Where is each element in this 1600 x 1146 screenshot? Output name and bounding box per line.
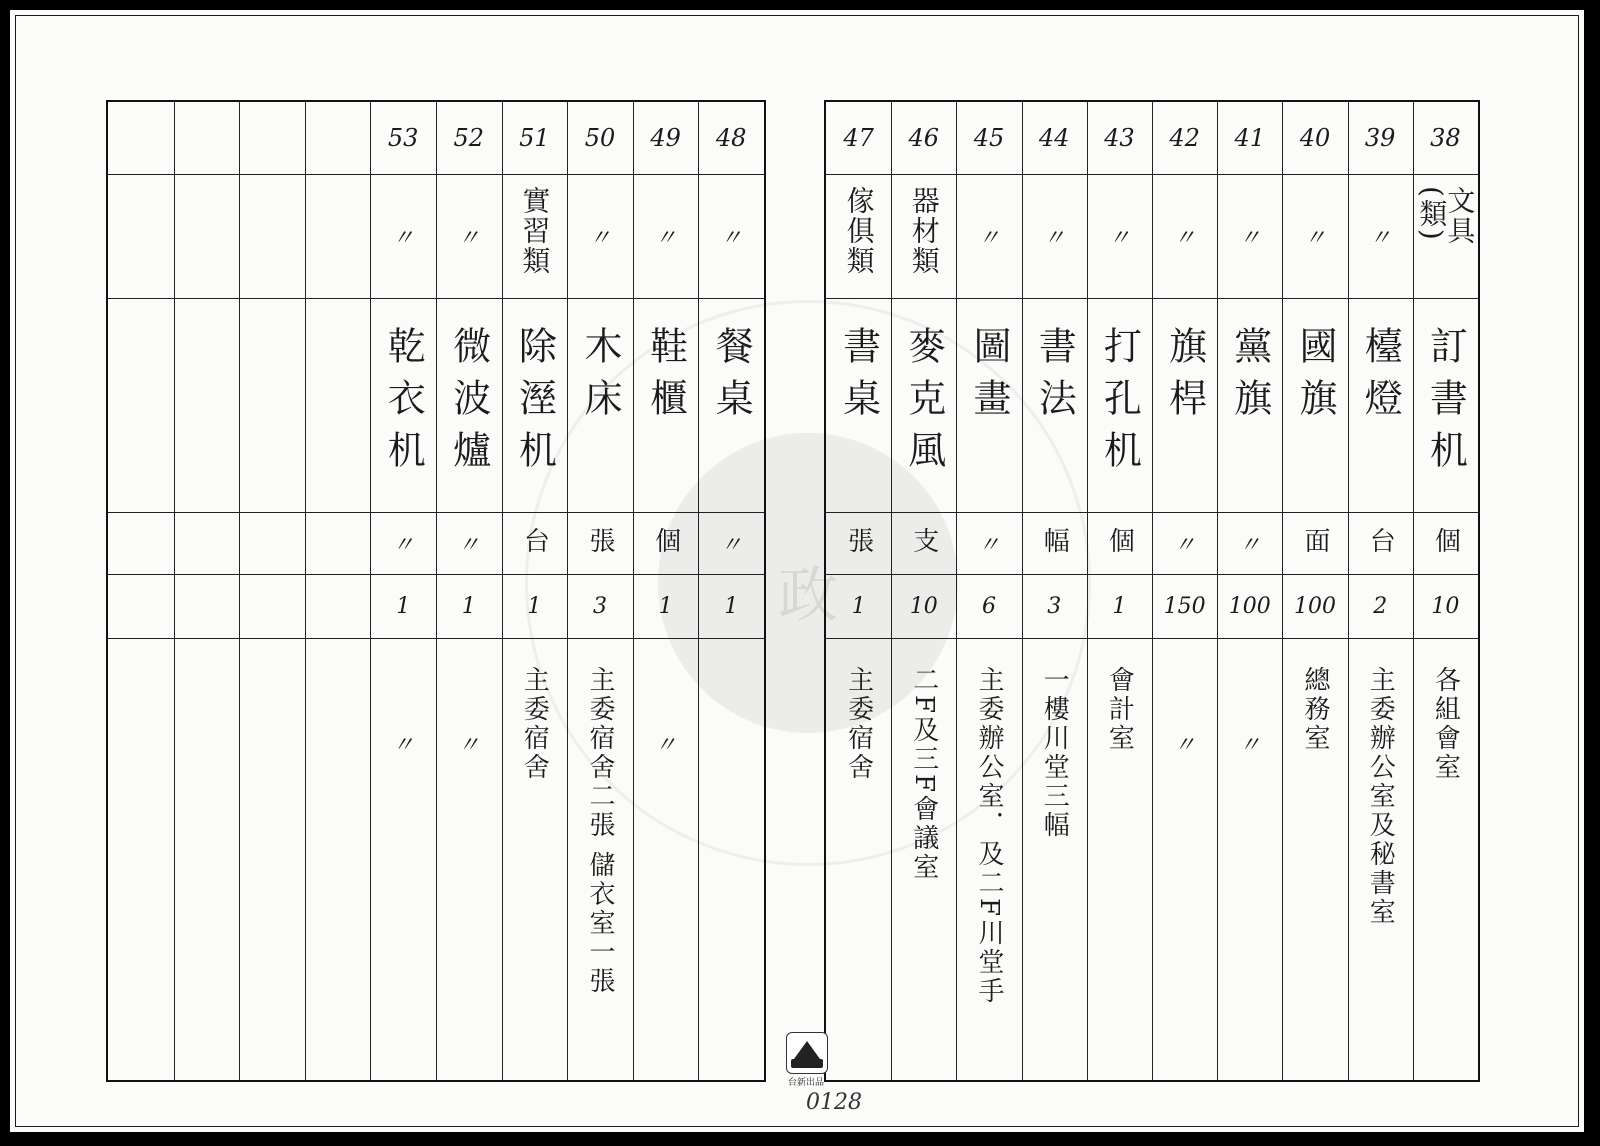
item-number: 38 — [1430, 124, 1461, 152]
cell-category — [1348, 174, 1413, 299]
item-remark: 主委宿舍二張 儲衣室一張 — [584, 666, 615, 997]
cell-category — [1217, 174, 1282, 299]
cell-name — [1022, 298, 1087, 513]
cell-qty — [370, 574, 436, 639]
cell-remark — [1348, 638, 1413, 1080]
cell-name — [239, 298, 305, 513]
ditto-mark: 〃 — [977, 225, 1000, 251]
item-number: 43 — [1104, 124, 1135, 152]
ditto-mark: 〃 — [1238, 532, 1261, 558]
item-quantity: 6 — [981, 593, 996, 619]
item-name: 乾衣机 — [381, 326, 426, 482]
cell-name — [502, 298, 568, 513]
cell-qty — [698, 574, 764, 639]
cell-name — [1348, 298, 1413, 513]
ditto-mark: 〃 — [1173, 532, 1196, 558]
ditto-mark: 〃 — [457, 733, 480, 758]
item-name: 黨旗 — [1227, 326, 1272, 430]
item-name: 微波爐 — [446, 326, 491, 482]
ledger-column-51 — [502, 102, 569, 1080]
ledger-column-48 — [698, 102, 764, 1080]
cell-category — [108, 174, 174, 299]
item-name: 麥克風 — [901, 326, 946, 482]
cell-unit — [1152, 512, 1217, 575]
item-quantity: 1 — [527, 593, 542, 619]
cell-name — [633, 298, 699, 513]
cell-name — [826, 298, 891, 513]
cell-name — [1282, 298, 1347, 513]
cell-category — [826, 174, 891, 299]
cell-unit — [826, 512, 891, 575]
cell-category — [436, 174, 502, 299]
item-name: 餐桌 — [709, 326, 754, 430]
item-remark: 各組會室 — [1430, 666, 1461, 782]
cell-category — [567, 174, 633, 299]
item-name: 檯燈 — [1358, 326, 1403, 430]
ditto-mark: 〃 — [977, 532, 1000, 558]
cell-no — [1022, 102, 1087, 175]
ditto-mark: 〃 — [457, 225, 480, 251]
cell-remark — [370, 638, 436, 1080]
ditto-mark: 〃 — [654, 733, 677, 758]
cell-unit — [1348, 512, 1413, 575]
cell-unit — [370, 512, 436, 575]
ledger-column-41 — [1217, 102, 1283, 1080]
item-quantity: 10 — [1431, 593, 1460, 619]
ledger-column-38 — [1413, 102, 1478, 1080]
ditto-mark: 〃 — [457, 532, 480, 558]
item-number: 45 — [973, 124, 1005, 152]
item-category: 傢俱類 — [842, 186, 876, 276]
ledger-column-52 — [436, 102, 503, 1080]
ditto-mark: 〃 — [720, 532, 743, 558]
item-remark: 會計室 — [1104, 666, 1135, 753]
cell-remark — [1152, 638, 1217, 1080]
cell-no — [891, 102, 956, 175]
cell-unit — [174, 512, 240, 575]
item-remark: 總務室 — [1299, 666, 1330, 753]
cell-category — [891, 174, 956, 299]
item-name: 書桌 — [836, 326, 881, 430]
cell-remark — [956, 638, 1021, 1080]
cell-category — [633, 174, 699, 299]
ditto-mark: 〃 — [392, 225, 415, 251]
cell-qty — [1217, 574, 1282, 639]
ditto-mark: 〃 — [1108, 225, 1131, 251]
cell-unit — [1217, 512, 1282, 575]
ledger-column-46 — [891, 102, 957, 1080]
item-unit: 台 — [1365, 527, 1396, 559]
watermark-text: 政 — [778, 561, 838, 631]
ledger-column-39 — [1348, 102, 1414, 1080]
item-number: 51 — [519, 124, 550, 152]
cell-qty — [1022, 574, 1087, 639]
item-quantity: 100 — [1228, 593, 1271, 619]
cell-category — [1413, 174, 1478, 299]
item-remark: 主委宿舍 — [843, 666, 874, 782]
item-name: 國旗 — [1292, 326, 1337, 430]
item-unit: 支 — [908, 527, 939, 559]
cell-remark — [174, 638, 240, 1080]
ditto-mark: 〃 — [1238, 733, 1261, 758]
cell-no — [436, 102, 502, 175]
cell-category — [502, 174, 568, 299]
cell-no — [1152, 102, 1217, 175]
item-category: 文具(類) — [1415, 186, 1477, 246]
cell-category — [1152, 174, 1217, 299]
ledger-column-49 — [633, 102, 700, 1080]
cell-category — [956, 174, 1021, 299]
cell-unit — [239, 512, 305, 575]
cell-qty — [1282, 574, 1347, 639]
cell-no — [1413, 102, 1478, 175]
item-remark: 主委辦公室及秘書室 — [1365, 666, 1396, 927]
item-category: 實習類 — [518, 186, 552, 276]
cell-name — [1217, 298, 1282, 513]
cell-name — [1413, 298, 1478, 513]
ditto-mark: 〃 — [1173, 733, 1196, 758]
cell-no — [239, 102, 305, 175]
item-unit: 面 — [1299, 527, 1330, 559]
logo-band — [791, 1059, 823, 1068]
cell-remark — [567, 638, 633, 1080]
item-category: 器材類 — [907, 186, 941, 276]
item-number: 40 — [1299, 124, 1331, 152]
cell-category — [239, 174, 305, 299]
cell-remark — [1282, 638, 1347, 1080]
cell-category — [1282, 174, 1347, 299]
cell-remark — [826, 638, 891, 1080]
cell-unit — [436, 512, 502, 575]
logo-caption: 台新出品 — [787, 1078, 824, 1088]
cell-qty — [826, 574, 891, 639]
item-remark: 一樓川堂三幅 — [1039, 666, 1070, 840]
cell-qty — [305, 574, 371, 639]
cell-no — [633, 102, 699, 175]
item-unit: 幅 — [1039, 527, 1070, 559]
cell-unit — [956, 512, 1021, 575]
cell-name — [108, 298, 174, 513]
ditto-mark: 〃 — [588, 225, 611, 251]
cell-no — [305, 102, 371, 175]
item-quantity: 100 — [1293, 593, 1336, 619]
cell-unit — [567, 512, 633, 575]
scanned-page — [10, 10, 1584, 1132]
cell-remark — [1022, 638, 1087, 1080]
ledger-column-blank — [174, 102, 241, 1080]
cell-category — [174, 174, 240, 299]
cell-remark — [1087, 638, 1152, 1080]
cell-name — [698, 298, 764, 513]
ledger-column-40 — [1282, 102, 1348, 1080]
cell-no — [1348, 102, 1413, 175]
ledger-column-blank — [108, 102, 175, 1080]
ledger-column-50 — [567, 102, 634, 1080]
cell-name — [1087, 298, 1152, 513]
item-quantity: 1 — [724, 593, 739, 619]
ditto-mark: 〃 — [720, 225, 743, 251]
cell-name — [891, 298, 956, 513]
cell-remark — [305, 638, 371, 1080]
cell-unit — [502, 512, 568, 575]
cell-no — [108, 102, 174, 175]
cell-category — [370, 174, 436, 299]
cell-unit — [305, 512, 371, 575]
cell-unit — [698, 512, 764, 575]
ledger-column-44 — [1022, 102, 1088, 1080]
ledger-column-53 — [370, 102, 437, 1080]
cell-no — [826, 102, 891, 175]
ledger-column-45 — [956, 102, 1022, 1080]
item-number: 53 — [387, 124, 419, 152]
ditto-mark: 〃 — [1173, 225, 1196, 251]
cell-unit — [1087, 512, 1152, 575]
item-name: 除溼机 — [512, 326, 557, 482]
item-quantity: 1 — [396, 593, 411, 619]
cell-qty — [108, 574, 174, 639]
ledger-column-blank — [305, 102, 372, 1080]
mountain-icon — [794, 1041, 820, 1059]
cell-category — [698, 174, 764, 299]
ledger-column-42 — [1152, 102, 1218, 1080]
item-name: 書法 — [1032, 326, 1077, 430]
ditto-mark: 〃 — [654, 225, 677, 251]
item-number: 52 — [453, 124, 485, 152]
cell-qty — [633, 574, 699, 639]
cell-remark — [698, 638, 764, 1080]
item-unit: 個 — [1104, 527, 1135, 559]
cell-remark — [436, 638, 502, 1080]
cell-unit — [1282, 512, 1347, 575]
item-number: 46 — [908, 124, 940, 152]
cell-name — [174, 298, 240, 513]
cell-unit — [108, 512, 174, 575]
ditto-mark: 〃 — [1303, 225, 1326, 251]
cell-category — [305, 174, 371, 299]
item-remark: 主委辦公室．及二F川堂手 — [973, 666, 1004, 1007]
cell-name — [567, 298, 633, 513]
ditto-mark: 〃 — [1369, 225, 1392, 251]
item-remark: 二F及三F會議室 — [908, 666, 939, 883]
cell-qty — [436, 574, 502, 639]
cell-no — [567, 102, 633, 175]
item-number: 41 — [1234, 124, 1266, 152]
cell-no — [1282, 102, 1347, 175]
item-name: 旗桿 — [1162, 326, 1207, 430]
item-number: 44 — [1038, 124, 1070, 152]
ledger-column-blank — [239, 102, 306, 1080]
cell-remark — [633, 638, 699, 1080]
item-remark: 主委宿舍 — [519, 666, 550, 782]
cell-no — [1087, 102, 1152, 175]
cell-qty — [502, 574, 568, 639]
item-quantity: 3 — [1047, 593, 1062, 619]
cell-qty — [1087, 574, 1152, 639]
cell-remark — [239, 638, 305, 1080]
item-number: 47 — [843, 124, 874, 152]
cell-no — [502, 102, 568, 175]
item-name: 打孔机 — [1097, 326, 1142, 482]
cell-no — [370, 102, 436, 175]
cell-remark — [1413, 638, 1478, 1080]
left-ledger-table — [106, 100, 766, 1082]
cell-qty — [174, 574, 240, 639]
cell-qty — [1348, 574, 1413, 639]
item-quantity: 1 — [658, 593, 673, 619]
cell-no — [698, 102, 764, 175]
item-unit: 個 — [1430, 527, 1461, 559]
cell-name — [305, 298, 371, 513]
cell-no — [174, 102, 240, 175]
item-number: 42 — [1169, 124, 1200, 152]
cell-remark — [1217, 638, 1282, 1080]
ditto-mark: 〃 — [1043, 225, 1066, 251]
right-ledger-table — [824, 100, 1480, 1082]
ditto-mark: 〃 — [392, 733, 415, 758]
item-quantity: 150 — [1163, 593, 1206, 619]
cell-category — [1087, 174, 1152, 299]
item-number: 48 — [715, 124, 747, 152]
item-quantity: 2 — [1373, 593, 1388, 619]
cell-category — [1022, 174, 1087, 299]
ditto-mark: 〃 — [392, 532, 415, 558]
cell-qty — [567, 574, 633, 639]
cell-no — [1217, 102, 1282, 175]
item-number: 39 — [1364, 124, 1396, 152]
item-quantity: 3 — [592, 593, 607, 619]
cell-name — [370, 298, 436, 513]
cell-remark — [502, 638, 568, 1080]
publisher-logo — [786, 1032, 828, 1074]
cell-remark — [108, 638, 174, 1080]
item-name: 訂書机 — [1423, 326, 1468, 482]
item-unit: 個 — [650, 527, 681, 559]
cell-name — [1152, 298, 1217, 513]
ledger-column-43 — [1087, 102, 1153, 1080]
item-quantity: 10 — [909, 593, 938, 619]
cell-qty — [956, 574, 1021, 639]
item-unit: 張 — [843, 527, 874, 559]
item-quantity: 1 — [1112, 593, 1127, 619]
cell-no — [956, 102, 1021, 175]
page-number: 0128 — [806, 1090, 862, 1115]
cell-remark — [891, 638, 956, 1080]
cell-unit — [891, 512, 956, 575]
ledger-column-47 — [826, 102, 892, 1080]
item-quantity: 1 — [851, 593, 866, 619]
item-unit: 台 — [519, 527, 550, 559]
cell-name — [956, 298, 1021, 513]
cell-qty — [239, 574, 305, 639]
item-unit: 張 — [584, 527, 615, 559]
item-name: 鞋櫃 — [643, 326, 688, 430]
item-name: 圖畫 — [966, 326, 1011, 430]
cell-name — [436, 298, 502, 513]
cell-unit — [1022, 512, 1087, 575]
item-name: 木床 — [577, 326, 622, 430]
cell-unit — [633, 512, 699, 575]
cell-unit — [1413, 512, 1478, 575]
cell-qty — [1413, 574, 1478, 639]
cell-qty — [1152, 574, 1217, 639]
item-number: 49 — [650, 124, 681, 152]
cell-qty — [891, 574, 956, 639]
item-number: 50 — [584, 124, 616, 152]
item-quantity: 1 — [461, 593, 476, 619]
ditto-mark: 〃 — [1238, 225, 1261, 251]
